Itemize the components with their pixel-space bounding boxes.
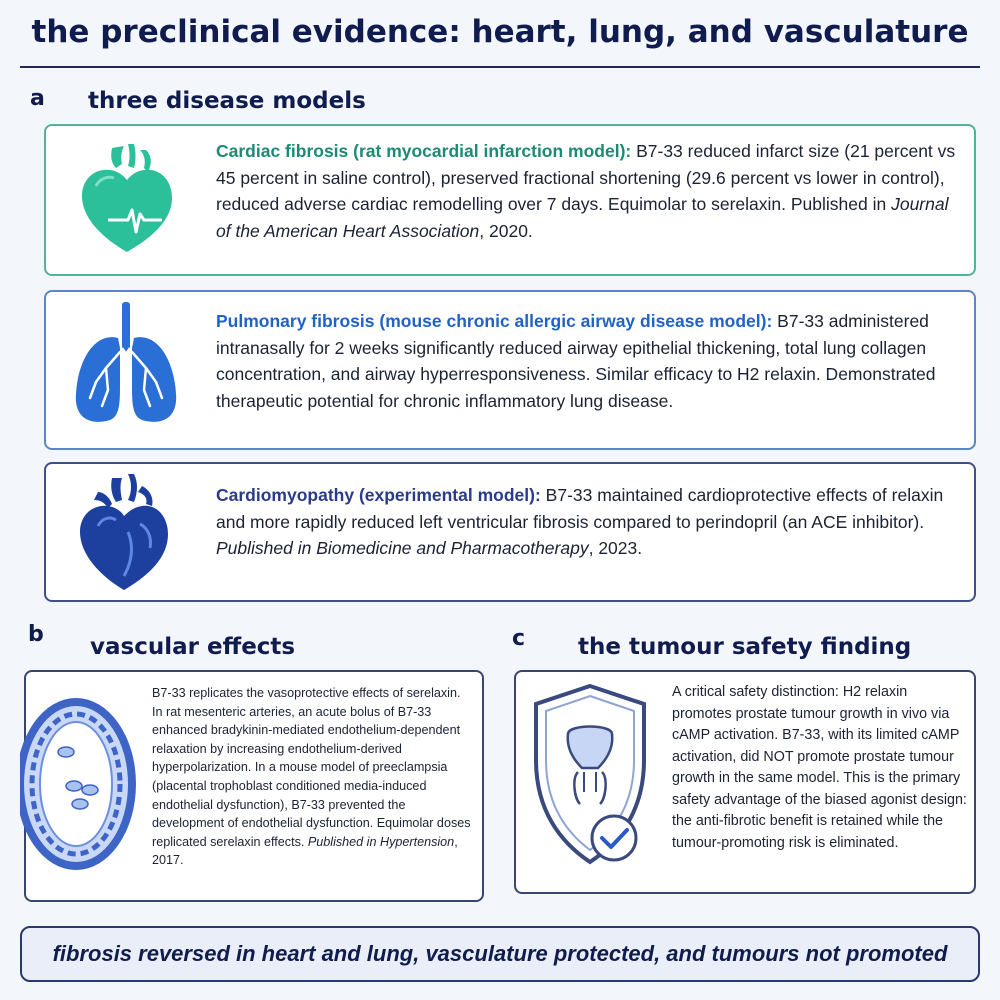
- heart-ecg-icon: [72, 140, 182, 265]
- tumour-safety-text: A critical safety distinction: H2 relaxin promotes prostate tumour growth in vivo via cAMP activation. B7-33, with its limited cAMP activation, did NOT promote prostate tumour growth in the same model. This is the primary safety advantage of the biased agonist design: the anti-fibrotic benefit is retained while the tumour-promoting risk is eliminated.: [672, 684, 967, 851]
- prostate-shield-check-icon: [528, 680, 652, 885]
- cardiomyopathy-year: , 2023.: [588, 538, 643, 558]
- card-tumour-safety: [514, 670, 976, 894]
- cardiac-fibrosis-lead: Cardiac fibrosis (rat myocardial infarction model):: [216, 141, 632, 161]
- pulmonary-fibrosis-text: [216, 308, 958, 414]
- vascular-effects-text: [152, 684, 474, 870]
- pulmonary-fibrosis-body: B7-33 administered intranasally for 2 weeks significantly reduced airway epithelial thickening, total lung collagen concentration, and airway hyperresponsiveness. Similar efficacy to H2 relaxin. Demonstrated therapeutic potential for chronic inflammatory lung disease.: [216, 311, 936, 411]
- vascular-effects-journal: Published in Hypertension: [307, 834, 455, 849]
- vascular-effects-body: B7-33 replicates the vasoprotective effects of serelaxin. In rat mesenteric arteries, an acute bolus of B7-33 enhanced bradykinin-mediated endothelium-dependent relaxation by increasing endothelium-derived hyperpolarization. In a mouse model of preeclampsia (placental trophoblast conditioned media-induced endothelial dysfunction), B7-33 prevented the development of endothelial dysfunction. Equimolar doses replicated serelaxin effects.: [152, 686, 471, 849]
- anatomical-heart-icon: [68, 472, 178, 601]
- page-title: the preclinical evidence: heart, lung, and vasculature: [31, 14, 969, 50]
- panel-b-letter: b: [28, 622, 44, 647]
- pulmonary-fibrosis-lead: Pulmonary fibrosis (mouse chronic allergic airway disease model):: [216, 311, 773, 331]
- panel-a-heading: three disease models: [88, 88, 366, 114]
- lungs-icon: [66, 298, 186, 443]
- panel-c-letter: c: [512, 626, 526, 651]
- blood-vessel-cross-section-icon: [20, 688, 144, 883]
- cardiac-fibrosis-journal: Journal of the American Heart Association: [216, 194, 949, 241]
- title-divider: [20, 66, 980, 68]
- card-vascular-effects: [24, 670, 484, 902]
- panel-a-letter: a: [30, 86, 45, 111]
- cardiomyopathy-text: [216, 482, 958, 562]
- cardiac-fibrosis-text: [216, 138, 958, 244]
- panel-b-heading: vascular effects: [90, 634, 296, 660]
- cardiomyopathy-journal: Published in Biomedicine and Pharmacotherapy: [216, 538, 589, 558]
- summary-banner: [20, 926, 980, 982]
- cardiomyopathy-body: B7-33 maintained cardioprotective effects of relaxin and more rapidly reduced left ventricular fibrosis compared to perindopril (an ACE inhibitor).: [216, 485, 944, 532]
- summary-text: fibrosis reversed in heart and lung, vasculature protected, and tumours not promoted: [52, 941, 948, 966]
- vascular-effects-year: , 2017.: [152, 834, 458, 868]
- cardiac-fibrosis-year: , 2020.: [479, 220, 533, 241]
- panel-c-heading: the tumour safety finding: [578, 634, 912, 660]
- card-cardiac-fibrosis: [44, 124, 976, 276]
- card-pulmonary-fibrosis: [44, 290, 976, 450]
- card-cardiomyopathy: [44, 462, 976, 602]
- cardiac-fibrosis-body: B7-33 reduced infarct size (21 percent vs 45 percent in saline control), preserved fractional shortening (29.6 percent vs lower in control), reduced adverse cardiac remodelling over 7 days. Equimolar to serelaxin. Published in: [216, 141, 956, 214]
- cardiomyopathy-lead: Cardiomyopathy (experimental model):: [216, 485, 541, 505]
